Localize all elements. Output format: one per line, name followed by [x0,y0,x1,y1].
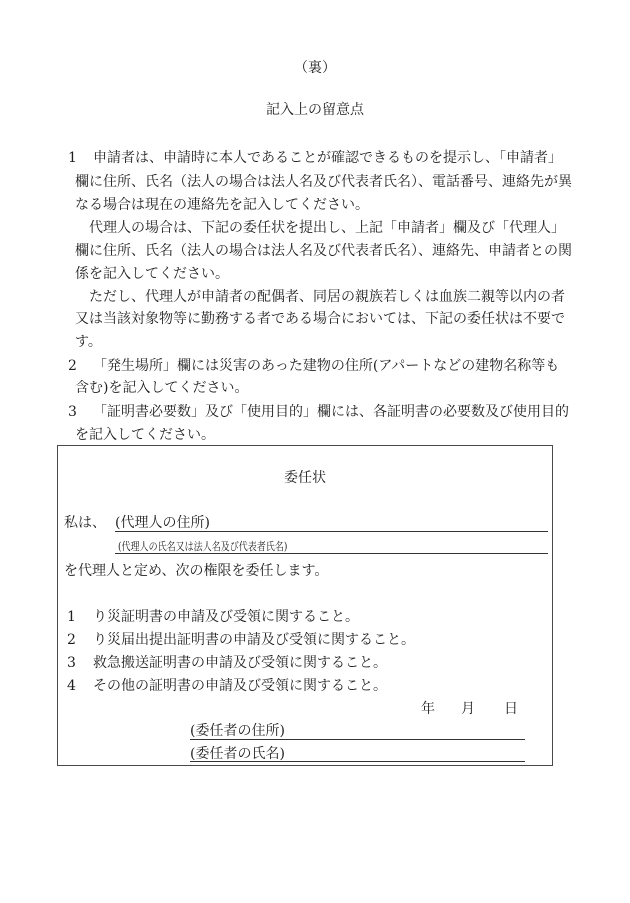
note-line: を記入してください。 [75,427,215,443]
agent-address-underline [115,531,548,532]
principal-address-label: (委任者の住所) [190,723,285,739]
delegation-text: を代理人と定め、次の権限を委任します。 [64,563,329,579]
side-label: （裏） [294,60,336,76]
note-number: 1 [68,150,77,166]
proxy-form-title: 委任状 [284,470,326,486]
note-number: 3 [68,404,77,420]
date-day: 日 [504,701,518,717]
note-line: 代理人の場合は、下記の委任状を提出し、上記「申請者」欄及び「代理人」 [89,220,565,236]
proxy-item-text: その他の証明書の申請及び受領に関すること。 [93,678,387,694]
note-line: 「発生場所」欄には災害のあった建物の住所(アパートなどの建物名称等も [93,358,560,374]
proxy-item-number: 2 [67,632,76,648]
note-line: す。 [75,334,102,350]
note-line: 「証明書必要数」及び「使用目的」欄には、各証明書の必要数及び使用目的 [93,404,569,420]
proxy-form-box [57,445,553,766]
proxy-item-text: り災届出提出証明書の申請及び受領に関すること。 [93,632,415,648]
note-line: なる場合は現在の連絡先を記入してください。 [75,197,369,213]
note-line: 欄に住所、氏名（法人の場合は法人名及び代表者氏名）、電話番号、連絡先が異 [75,174,572,190]
principal-name-underline [190,761,525,762]
note-line: 申請者は、申請時に本人であることが確認できるものを提示し、「申請者」 [93,150,562,166]
date-month: 月 [461,701,475,717]
note-line: 係を記入してください。 [75,266,229,282]
page-heading: 記入上の留意点 [266,102,364,118]
principal-name-label: (委任者の氏名) [190,746,285,762]
proxy-item-text: り災証明書の申請及び受領に関すること。 [93,609,359,625]
principal-address-underline [190,739,525,740]
note-line: ただし、代理人が申請者の配偶者、同居の親族若しくは血族二親等以内の者 [89,289,565,305]
proxy-item-text: 救急搬送証明書の申請及び受領に関すること。 [93,655,387,671]
proxy-item-number: 4 [67,678,76,694]
agent-name-underline [115,553,548,554]
note-number: 2 [68,358,77,374]
note-line: 又は当該対象物等に勤務する者である場合においては、下記の委任状は不要で [75,311,565,327]
agent-address-label: (代理人の住所) [115,515,210,531]
date-year: 年 [421,701,435,717]
agent-name-label: (代理人の氏名又は法人名及び代表者氏名) [118,540,288,553]
note-line: 含む)を記入してください。 [75,380,249,396]
proxy-item-number: 3 [67,655,76,671]
note-line: 欄に住所、氏名（法人の場合は法人名及び代表者氏名）、連絡先、申請者との関 [75,243,572,259]
proxy-item-number: 1 [67,609,76,625]
proxy-intro: 私は、 [64,515,106,531]
